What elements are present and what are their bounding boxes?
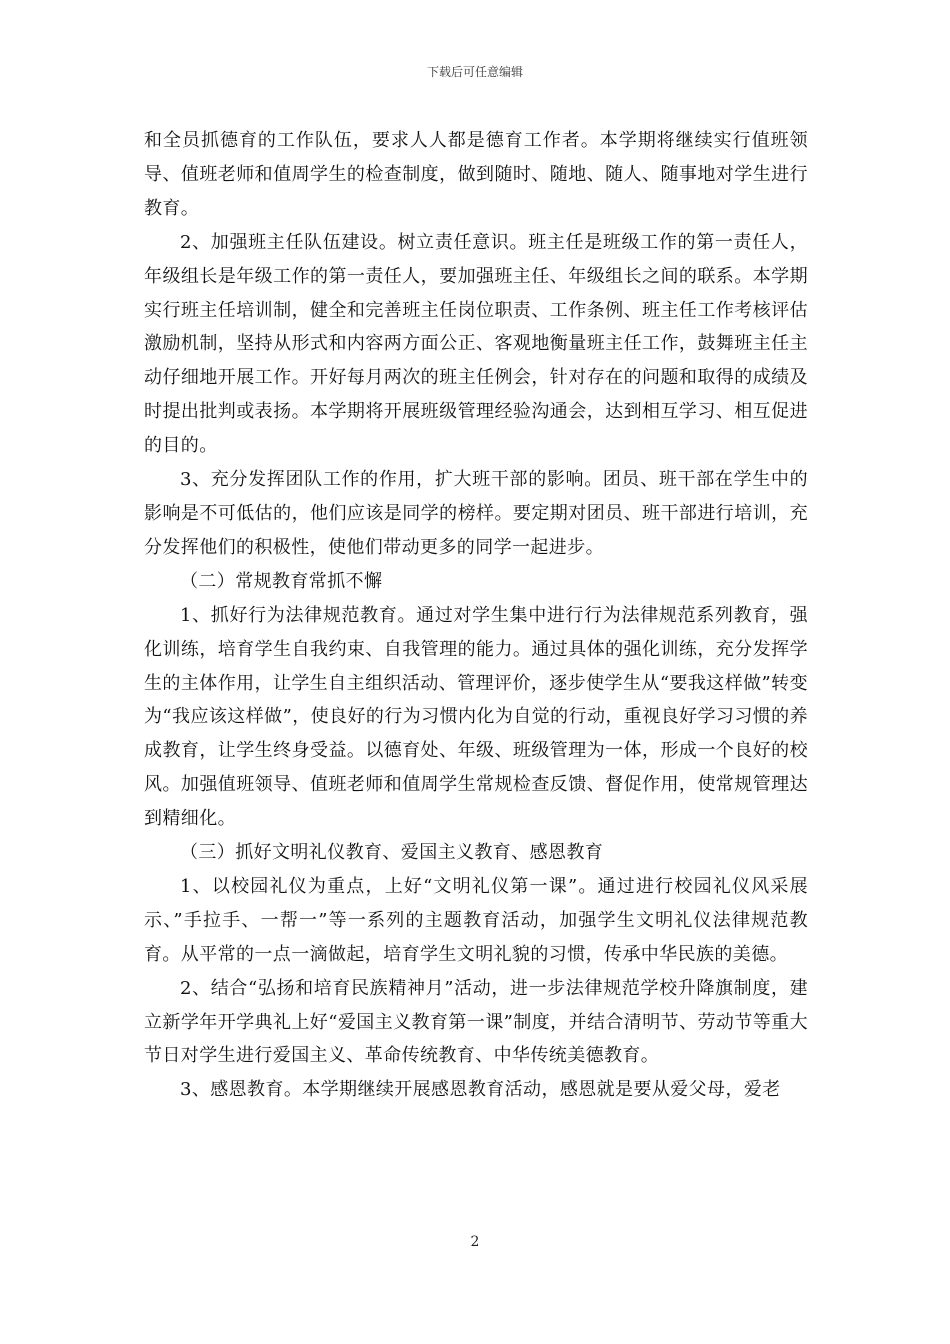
document-body [144, 124, 808, 1107]
paragraph-class-teacher-team: 2、加强班主任队伍建设。树立责任意识。班主任是班级工作的第一责任人，年级组长是年级工作的第一责任人，要加强班主任、年级组长之间的联系。本学期实行班主任培训制，健全和完善班主任岗位职责、工作条例、班主任工作考核评估激励机制，坚持从形式和内容两方面公正、客观地衡量班主任工作，鼓舞班主任主动仔细地开展工作。开好每月两次的班主任例会，针对存在的问题和取得的成绩及时提出批判或表扬。本学期将开展班级管理经验沟通会，达到相互学习、相互促进的目的。 [144, 231, 808, 457]
page-number: 2 [470, 1234, 480, 1250]
paragraph-national-spirit: 2、结合“弘扬和培育民族精神月”活动，进一步法律规范学校升降旗制度，建立新学年开学典礼上好“爱国主义教育第一课”制度，并结合清明节、劳动节等重大节日对学生进行爱国主义、革命传统教育、中华传统美德教育。 [144, 977, 808, 1067]
paragraph-gratitude-education: 3、感恩教育。本学期继续开展感恩教育活动，感恩就是要从爱父母，爱老 [180, 1079, 781, 1101]
section-heading-routine-education: （二）常规教育常抓不懈 [180, 570, 383, 592]
paragraph-continuation: 和全员抓德育的工作队伍，要求人人都是德育工作者。本学期将继续实行值班领导、值班老师和值周学生的检查制度，做到随时、随地、随人、随事地对学生进行教育。 [144, 130, 808, 219]
page-header: 下载后可任意编辑 [426, 65, 523, 79]
section-heading-etiquette-patriotism: （三）抓好文明礼仪教育、爱国主义教育、感恩教育 [180, 842, 604, 864]
paragraph-team-work: 3、充分发挥团队工作的作用，扩大班干部的影响。团员、班干部在学生中的影响是不可低估的，他们应该是同学的榜样。要定期对团员、班干部进行培训，充分发挥他们的积极性，使他们带动更多的同学一起进步。 [144, 469, 808, 558]
paragraph-campus-etiquette: 1、以校园礼仪为重点，上好“文明礼仪第一课”。通过进行校园礼仪风采展示、”手拉手、一帮一”等一系列的主题教育活动，加强学生文明礼仪法律规范教育。从平常的一点一滴做起，培育学生文明礼貌的习惯，传承中华民族的美德。 [144, 875, 808, 965]
paragraph-behavior-norms: 1、抓好行为法律规范教育。通过对学生集中进行行为法律规范系列教育，强化训练，培育学生自我约束、自我管理的能力。通过具体的强化训练，充分发挥学生的主体作用，让学生自主组织活动、管理评价，逐步使学生从“要我这样做”转变为“我应该这样做”，使良好的行为习惯内化为自觉的行动，重视良好学习习惯的养成教育，让学生终身受益。以德育处、年级、班级管理为一体，形成一个良好的校风。加强值班领导、值班老师和值周学生常规检查反馈、督促作用，使常规管理达到精细化。 [144, 604, 808, 830]
